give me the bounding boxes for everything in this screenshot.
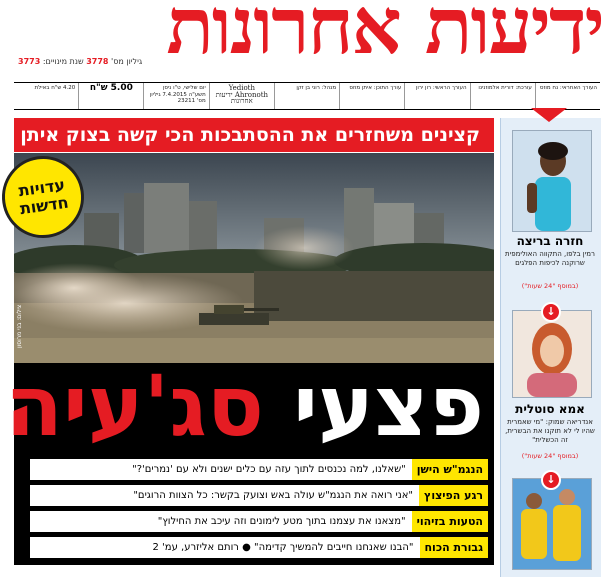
main-headline: [5, 357, 484, 455]
sidebar-item-title[interactable]: אמא סוטלית: [515, 402, 585, 416]
strip-cell-content: עורך התוכן: איתן מוזס: [339, 83, 404, 109]
football-photo[interactable]: [512, 478, 592, 570]
sidebar-item-ref: (במוסף "24 שעות"): [521, 282, 579, 290]
headline-word-2: סג'עיה: [5, 357, 264, 455]
strip-cell-price: 5.00 ש"ח: [78, 83, 143, 109]
runner-icon: [513, 131, 591, 231]
battle-photo: [14, 153, 494, 363]
teaser-tag: רגע הפיצוץ: [419, 485, 488, 506]
teaser-text: "אני רואה את הנגמ"ש עולה באש וצועק בקשר: כל הצוות הרוגים": [30, 485, 419, 506]
headline-area: [5, 357, 494, 455]
teaser-tag: הטעות בזיהוי: [412, 511, 488, 532]
teaser-tag: גבורת הכוח: [420, 537, 489, 558]
smoke-scene-icon: [14, 153, 494, 363]
teasers: [14, 455, 494, 565]
teaser-explosion[interactable]: [30, 485, 488, 506]
badge-line-2: חדשות: [18, 192, 70, 219]
teaser-heroism[interactable]: [30, 537, 488, 558]
runner-photo[interactable]: [512, 130, 592, 232]
woman-photo[interactable]: [512, 310, 592, 398]
arrow-down-icon: ↓: [541, 470, 561, 490]
teaser-text: "שאלנו, למה נכנסים לתוך עזה עם כלים ישנים ולא עם 'נמרים'?": [30, 459, 412, 480]
strip-cell-price-eilat: 4.20 ש"ח באילת: [34, 85, 76, 91]
players-icon: [513, 479, 591, 569]
strip-cell-chief: העורך הראשי: רון ירון: [404, 83, 469, 109]
newspaper-title: ידיעות אחרונות: [166, 0, 603, 72]
sidebar-item-title[interactable]: חזרה בריצה: [516, 234, 584, 248]
sidebar-item-text: רמין בלפו, התקווה האולימפית שרוקנה לכיפות הפלגים: [505, 250, 595, 267]
red-arrow-icon: [531, 108, 567, 122]
photo-credit: צילום: בני מרוסון: [16, 304, 23, 348]
strip-cell-date: יום שלישי, ט"ו ניסן תשע"ה 7.4.2015 גיליון מס' 23211: [143, 83, 208, 109]
teaser-misidentification[interactable]: [30, 511, 488, 532]
teaser-old-apc[interactable]: [30, 459, 488, 480]
top-banner: קצינים משחזרים את ההסתבכות הכי קשה בצוק איתן: [14, 118, 494, 152]
strip-cell-editor2: עורכת: דורית אלמוזנינו: [470, 83, 535, 109]
sidebar-item-ref: (במוסף "24 שעות"): [521, 452, 579, 460]
issue-note: גיליון מס' 3778 שנת מינויים: 3773: [18, 57, 143, 66]
badge-line-1: עדויות: [17, 174, 67, 201]
teaser-tag: הנגמ"ש הישן: [412, 459, 488, 480]
sidebar-item-text: אנדריאה שמוק: "מי שאמרית שהיו לי לא תוקנו את הבשרית, זה הכשלית": [505, 418, 595, 444]
portrait-icon: [513, 311, 591, 397]
strip-cell-editor: העורך האחראי: נח מוזס: [535, 83, 600, 109]
arrow-down-icon: ↓: [541, 302, 561, 322]
teaser-text: "הבנו שאנחנו חייבים להמשיך קדימה" ● רותם אליזרע, עמ' 2: [30, 537, 420, 558]
masthead: [0, 0, 611, 80]
headline-word-1: פצעי: [293, 357, 484, 455]
strip-cell-manager: מנהל: רוני בן זקן: [274, 83, 339, 109]
info-strip: [14, 82, 600, 110]
teaser-text: "מצאנו את עצמנו בתוך מטע לימונים וזה עיכב את החילוץ": [30, 511, 412, 532]
strip-cell-logo: Yedioth Ahronoth ידיעות אחרונות: [209, 83, 274, 109]
